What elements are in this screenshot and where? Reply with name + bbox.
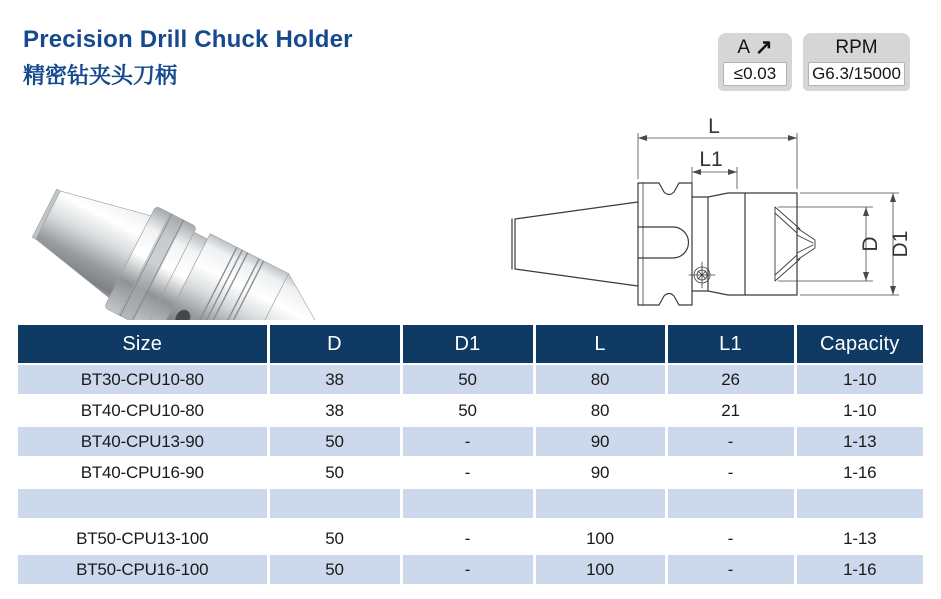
drawing-jaws (797, 228, 815, 260)
spec-row (18, 364, 923, 395)
spec-table (18, 325, 923, 584)
drawing-taper-cone (515, 202, 638, 286)
spec-cell: - (666, 554, 795, 584)
spec-cell: 1-16 (795, 457, 923, 488)
spec-cell: 90 (534, 426, 666, 457)
spec-cell: 1-10 (795, 395, 923, 426)
spec-row-empty (18, 488, 923, 521)
spec-cell: 50 (268, 554, 401, 584)
drawing-taper-end (512, 219, 515, 269)
spec-cell: - (666, 457, 795, 488)
technical-drawing (483, 107, 938, 322)
spec-cell: 100 (534, 521, 666, 554)
spec-row (18, 554, 923, 584)
spec-cell: 80 (534, 395, 666, 426)
drawing-drive-slot (638, 227, 688, 258)
spec-cell: BT50-CPU13-100 (18, 521, 268, 554)
page-title-zh: 精密钻夹头刀柄 (23, 63, 178, 88)
spec-cell: 50 (268, 521, 401, 554)
runout-badge-value: ≤0.03 (723, 62, 787, 86)
runout-badge (718, 33, 792, 91)
spec-row (18, 521, 923, 554)
runout-arrow-icon: ↗ (755, 36, 773, 59)
spec-cell: 80 (534, 364, 666, 395)
col-header-d: D (268, 325, 401, 364)
drawing-flange (638, 183, 692, 305)
drawing-jaw-cone (775, 207, 800, 281)
spec-cell: 90 (534, 457, 666, 488)
spec-cell: BT40-CPU10-80 (18, 395, 268, 426)
dim-label-l1: L1 (699, 148, 723, 171)
spec-row (18, 426, 923, 457)
rpm-badge-value: G6.3/15000 (808, 62, 905, 86)
spec-cell: - (401, 554, 534, 584)
spec-cell (268, 488, 401, 521)
rpm-badge (803, 33, 910, 91)
spec-cell: 50 (401, 395, 534, 426)
spec-cell: BT40-CPU16-90 (18, 457, 268, 488)
col-header-capacity: Capacity (795, 325, 923, 364)
setscrew-detail (689, 262, 715, 288)
spec-cell: 1-16 (795, 554, 923, 584)
spec-cell: BT40-CPU13-90 (18, 426, 268, 457)
spec-cell: - (401, 426, 534, 457)
spec-row (18, 395, 923, 426)
dim-label-l: L (708, 115, 720, 138)
spec-cell: 21 (666, 395, 795, 426)
runout-badge-header (723, 33, 787, 62)
spec-cell (666, 488, 795, 521)
drawing-body (728, 193, 797, 295)
spec-cell: - (401, 521, 534, 554)
dim-label-d: D (859, 236, 882, 252)
spec-cell: 26 (666, 364, 795, 395)
spec-cell: 1-13 (795, 426, 923, 457)
col-header-size: Size (18, 325, 268, 364)
spec-header-row (18, 325, 923, 364)
product-photo (12, 98, 347, 320)
spec-cell: - (401, 457, 534, 488)
spec-badges (718, 33, 910, 91)
spec-cell: 50 (401, 364, 534, 395)
col-header-l: L (534, 325, 666, 364)
spec-cell: 100 (534, 554, 666, 584)
spec-cell: 38 (268, 395, 401, 426)
spec-cell (18, 488, 268, 521)
rpm-badge-header (808, 33, 905, 62)
spec-cell: BT50-CPU16-100 (18, 554, 268, 584)
spec-cell (795, 488, 923, 521)
spec-cell: 50 (268, 457, 401, 488)
spec-cell (534, 488, 666, 521)
drawing-neck (692, 193, 728, 295)
spec-cell: - (666, 426, 795, 457)
spec-cell: 1-13 (795, 521, 923, 554)
col-header-d1: D1 (401, 325, 534, 364)
spec-cell: - (666, 521, 795, 554)
spec-cell (401, 488, 534, 521)
spec-cell: 50 (268, 426, 401, 457)
col-header-l1: L1 (666, 325, 795, 364)
spec-cell: 1-10 (795, 364, 923, 395)
spec-cell: 38 (268, 364, 401, 395)
spec-row (18, 457, 923, 488)
dim-label-d1: D1 (889, 230, 912, 258)
spec-cell: BT30-CPU10-80 (18, 364, 268, 395)
runout-badge-letter: A (737, 37, 751, 58)
rpm-badge-label: RPM (835, 37, 878, 58)
page-title-en: Precision Drill Chuck Holder (23, 26, 353, 53)
